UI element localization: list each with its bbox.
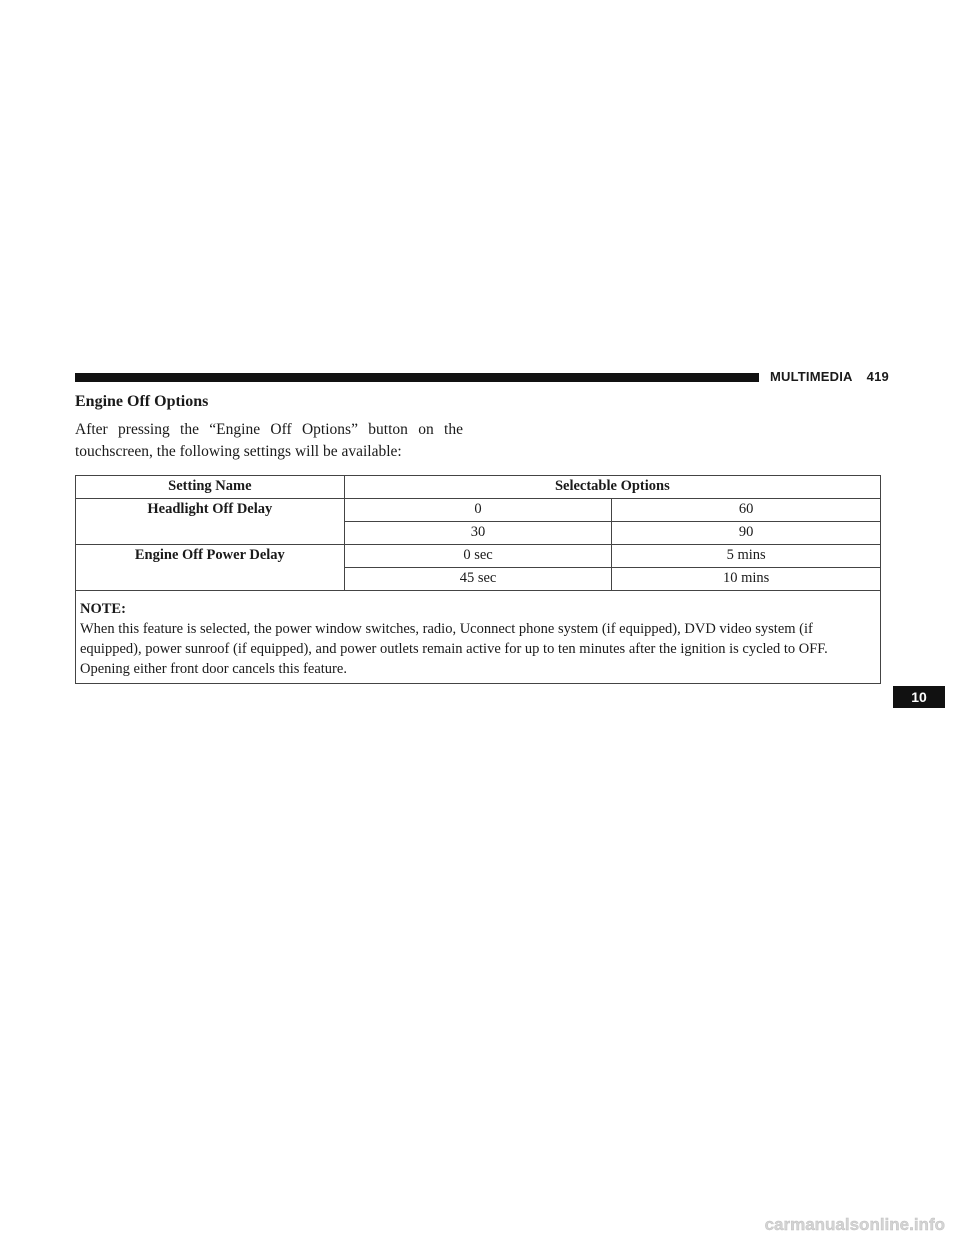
setting-name-cell-empty: [76, 568, 345, 591]
table-row: [76, 522, 881, 545]
option-cell: 90: [612, 522, 881, 545]
setting-name-cell-empty: [76, 522, 345, 545]
note-cell: [76, 591, 881, 684]
watermark-logo: [731, 1210, 946, 1236]
option-cell: 45 sec: [344, 568, 612, 591]
note-label: NOTE:: [80, 601, 126, 617]
table-row: [76, 568, 881, 591]
option-cell: 10 mins: [612, 568, 881, 591]
running-header: [770, 368, 889, 386]
chapter-tab: 10: [893, 686, 945, 708]
setting-name-cell: Headlight Off Delay: [76, 499, 345, 522]
setting-name-cell: Engine Off Power Delay: [76, 545, 345, 568]
note-row: [76, 591, 881, 684]
table-row: [76, 545, 881, 568]
intro-paragraph: After pressing the “Engine Off Options” button on the touchscreen, the following settings will be available:: [75, 421, 463, 460]
header-section-name: MULTIMEDIA: [770, 369, 853, 384]
header-selectable-options: Selectable Options: [344, 476, 880, 499]
table-row: [76, 499, 881, 522]
page-number: 419: [866, 369, 889, 384]
settings-table: [75, 475, 881, 684]
option-cell: 60: [612, 499, 881, 522]
option-cell: 0: [344, 499, 612, 522]
section-title: Engine Off Options: [75, 393, 209, 410]
option-cell: 0 sec: [344, 545, 612, 568]
watermark-text: carmanualsonline.info: [764, 1215, 945, 1234]
table-header-row: [76, 476, 881, 499]
header-rule: [75, 373, 759, 382]
header-setting-name: Setting Name: [76, 476, 345, 499]
option-cell: 30: [344, 522, 612, 545]
note-text: When this feature is selected, the power window switches, radio, Uconnect phone system (if equipped), DVD video system (if equipped), power sunroof (if equipped), and power outlets remain active for up to ten minutes after the ignition is cycled to OFF. Opening either front door cancels this feature.: [80, 621, 828, 677]
option-cell: 5 mins: [612, 545, 881, 568]
